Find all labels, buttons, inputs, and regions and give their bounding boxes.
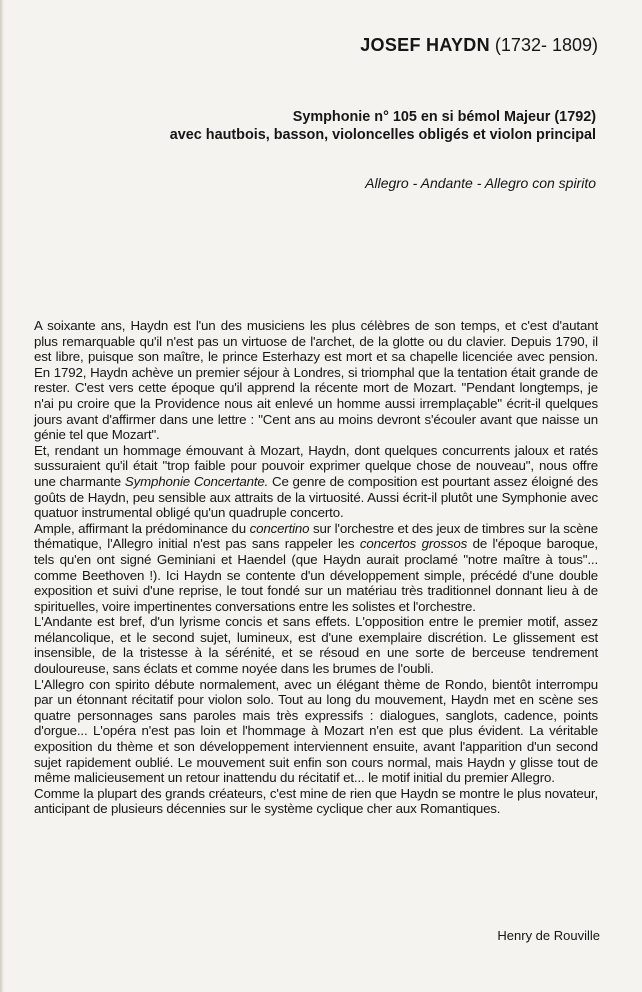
italic-text: concertos grossos — [359, 536, 468, 552]
text-run: Ample, affirmant la prédominance du — [34, 520, 250, 536]
paragraph — [34, 614, 598, 676]
text-run: A soixante ans, Haydn est l'un des musiciens les plus célèbres de son temps, et c'est d'autant plus remarquable qu'il n'est pas un virtuose de l'archet, de la glotte ou du clavier. Depuis 1790, il est libre, puisque son maître, le prince Esterhazy est mort et sa chapelle licenciée avec pension. En 1792, Haydn achève un premier séjour à Londres, si triomphal que la tentation était grande de rester. C'est vers cette époque qu'il apprend la récente mort de Mozart. "Pendant longtemps, je n'ai pu croire que la Providence nous ait enlevé un homme aussi irremplaçable" écrit-il quelques jours avant d'affirmer dans une lettre : "Cent ans au moins devront s'écouler avant que naisse un génie tel que Mozart". — [34, 318, 598, 443]
text-run: de l'époque baroque, tels qu'en ont signé Geminiani et Haendel (que Haydn aurait proclamé "notre maître à tous"... comme Beethoven !). Ici Haydn se contente d'un développement simple, précédé d'une double exposition et suivi d'une reprise, le tout fondé sur un matériau très traditionnel donnant lieu à de spirituelles, voire impertinentes conversations entre les solistes et l'orchestre. — [34, 536, 598, 614]
paragraph — [34, 443, 598, 521]
text-run: Et, rendant un hommage émouvant à Mozart, Haydn, dont quelques concurrents jaloux et ratés sussuraient qu'il était "trop faible pour pouvoir exprimer quelque chose de nouveau", nous offre une charmante — [34, 442, 598, 489]
italic-text: concertino — [249, 520, 310, 536]
text-run: L'Andante est bref, d'un lyrisme concis et sans effets. L'opposition entre le premier motif, assez mélancolique, et le second sujet, lumineux, est d'une exemplaire discrétion. Le glissement est insensible, de la tristesse à la sérénité, et se résoud en une sorte de berceuse tendrement douloureuse, sans éclats et comme noyée dans les brumes de l'oubli. — [34, 614, 598, 677]
text-run: sur l'orchestre et des jeux de timbres sur la scène thématique, l'Allegro initial n'est pas sans rappeler les — [34, 520, 599, 552]
text-run: Comme la plupart des grands créateurs, c'est mine de rien que Haydn se montre le plus novateur, anticipant de plusieurs décennies sur le système cyclique cher aux Romantiques. — [34, 785, 598, 817]
work-title-line-1: Symphonie n° 105 en si bémol Majeur (1792) — [292, 109, 596, 125]
liner-notes-body — [34, 318, 598, 817]
text-run: L'Allegro con spirito débute normalement, avec un élégant thème de Rondo, bientôt interrompu par un étonnant récitatif pour violon solo. Tout au long du mouvement, Haydn met en scène ses quatre personnages sans paroles mais très expressifs : dialogues, sanglots, cadence, points d'orgue... L'opéra n'est pas loin et l'hommage à Mozart n'en est que plus évident. La véritable exposition du thème et son développement interviennent ensuite, avant l'apparition d'un second sujet rapidement oublié. Le mouvement suit enfin son cours normal, mais Haydn y glisse tout de même malicieusement un retour inattendu du récitatif et... le motif initial du premier Allegro. — [34, 676, 598, 786]
work-title — [170, 108, 596, 144]
movement-list: Allegro - Andante - Allegro con spirito — [365, 175, 596, 191]
composer-dates: (1732- 1809) — [494, 35, 598, 55]
author-signature: Henry de Rouville — [497, 928, 600, 943]
text-run: Ce genre de composition est pourtant assez éloigné des goûts de Haydn, peu sensible aux attraits de la virtuosité. Aussi écrit-il plutôt une Symphonie avec quatuor instrumental obligé qu'un quadruple concerto. — [34, 473, 598, 521]
work-title-line-2: avec hautbois, basson, violoncelles obligés et violon principal — [169, 127, 596, 143]
paragraph — [34, 521, 598, 615]
paragraph — [34, 786, 598, 817]
paragraph — [34, 318, 598, 443]
composer-name: JOSEF HAYDN — [360, 35, 490, 55]
paragraph — [34, 677, 598, 786]
page-edge — [0, 0, 4, 992]
composer-heading — [360, 35, 598, 56]
italic-text: Symphonie Concertante. — [124, 473, 269, 489]
